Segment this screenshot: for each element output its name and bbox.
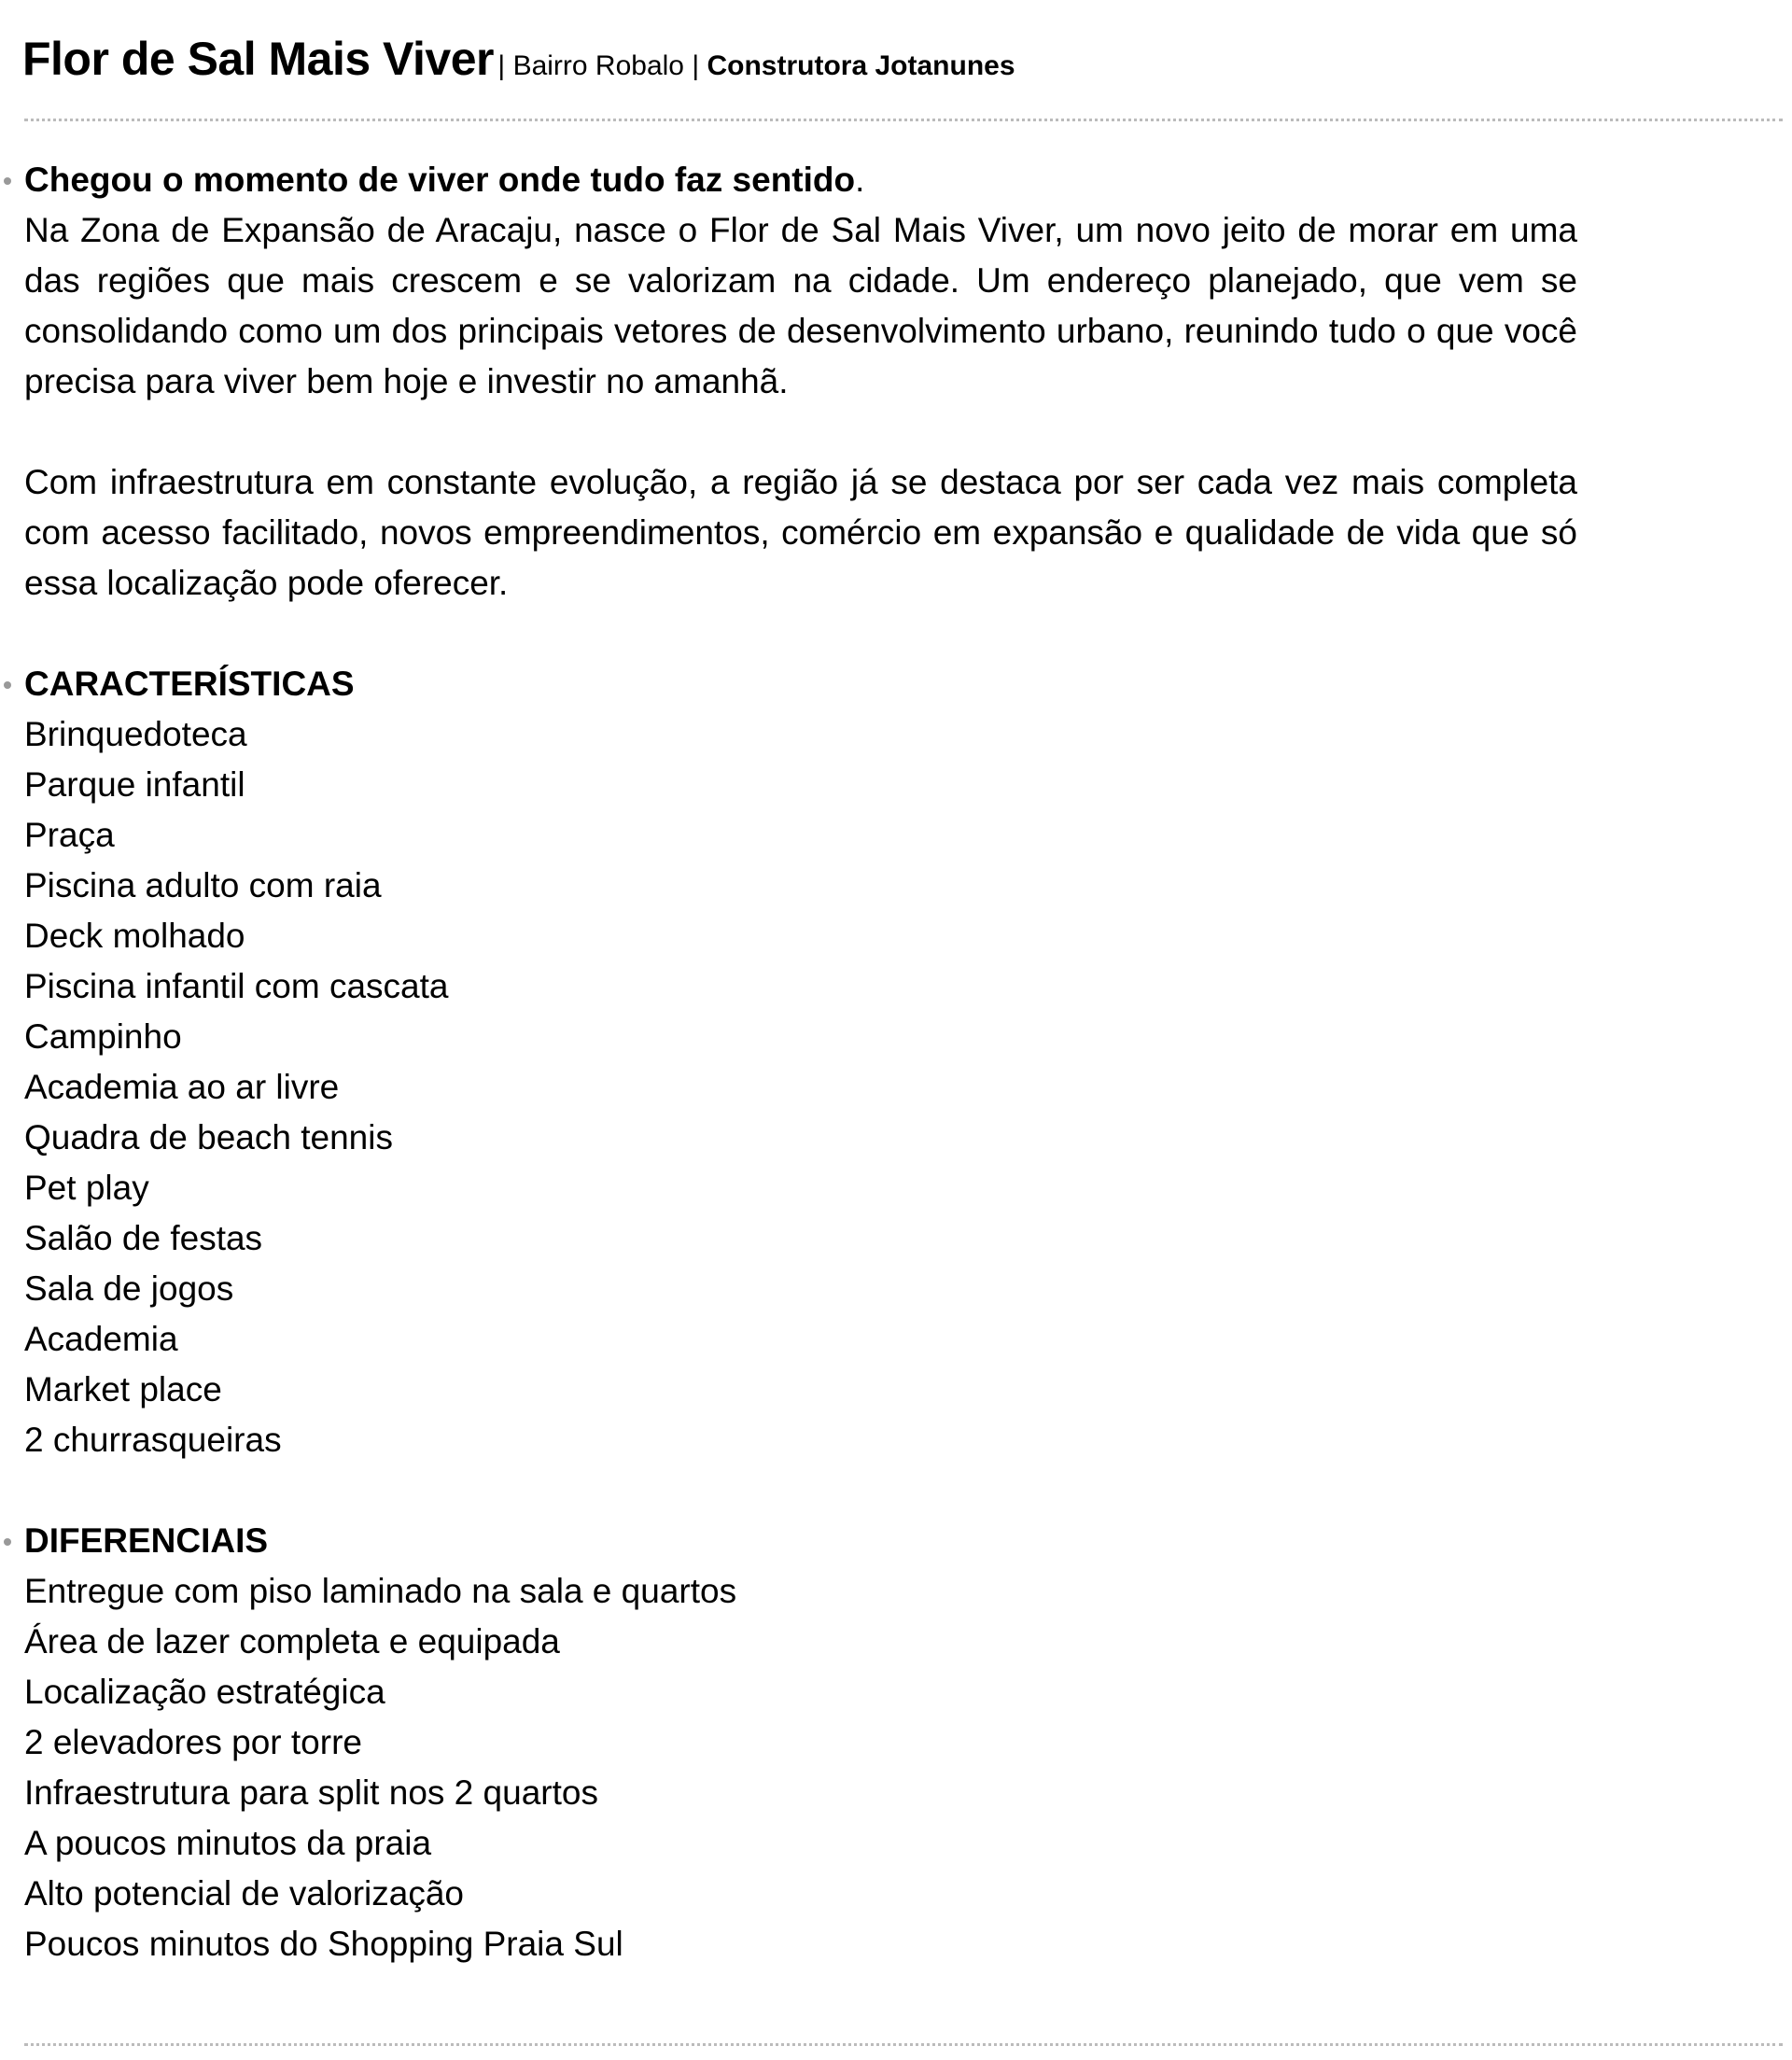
list-item: Deck molhado [24,917,245,955]
list-item: Quadra de beach tennis [24,1118,393,1156]
intro-section [24,155,1577,609]
list-item: Alto potencial de valorização [24,1874,465,1913]
bullet-icon [4,177,11,185]
intro-lead-end: . [855,161,865,199]
list-item: Praça [24,816,115,854]
list-item: Área de lazer completa e equipada [24,1622,560,1661]
list-item: Market place [24,1370,222,1408]
builder: Construtora Jotanunes [707,50,1015,81]
intro-lead: Chegou o momento de viver onde tudo faz sentido [24,161,856,199]
page-title: Flor de Sal Mais Viver [22,33,494,85]
divider-top [24,119,1783,121]
separator: | [497,50,506,81]
page-header [22,32,1015,86]
list-item: Salão de festas [24,1219,263,1257]
list-item: Piscina infantil com cascata [24,967,449,1005]
list-item: 2 elevadores por torre [24,1723,362,1761]
intro-paragraph: Na Zona de Expansão de Aracaju, nasce o Flor de Sal Mais Viver, um novo jeito de morar em uma das regiões que mais crescem e se valorizam na cidade. Um endereço planejado, que vem se consolidando como um dos principais vetores de desenvolvimento urbano, reunindo tudo o que você precisa para viver bem hoje e investir no amanhã. [24,211,1577,400]
intro-paragraph: Com infraestrutura em constante evolução, a região já se destaca por ser cada vez mais completa com acesso facilitado, novos empreendimentos, comércio em expansão e qualidade de vida que só essa localização pode oferecer. [24,463,1577,602]
list-item: 2 churrasqueiras [24,1421,282,1459]
differentials-section [24,1516,1577,1969]
bullet-icon [4,681,11,689]
list-item: Parque infantil [24,765,245,804]
list-item: Localização estratégica [24,1673,385,1711]
list-item: Pet play [24,1169,149,1207]
list-item: Campinho [24,1017,182,1056]
differentials-heading: DIFERENCIAIS [24,1521,269,1560]
list-item: Brinquedoteca [24,715,247,753]
list-item: Poucos minutos do Shopping Praia Sul [24,1925,623,1963]
list-item: Infraestrutura para split nos 2 quartos [24,1773,598,1812]
list-item: Academia ao ar livre [24,1068,340,1106]
list-item: Academia [24,1320,178,1358]
divider-bottom [24,2043,1783,2046]
neighborhood: Bairro Robalo [512,50,684,81]
bullet-icon [4,1538,11,1546]
features-heading: CARACTERÍSTICAS [24,665,355,703]
list-item: A poucos minutos da praia [24,1824,432,1862]
list-item: Piscina adulto com raia [24,866,382,904]
features-section [24,659,1577,1465]
list-item: Sala de jogos [24,1269,234,1308]
content [24,155,1577,1969]
separator: | [692,50,700,81]
list-item: Entregue com piso laminado na sala e quartos [24,1572,737,1610]
